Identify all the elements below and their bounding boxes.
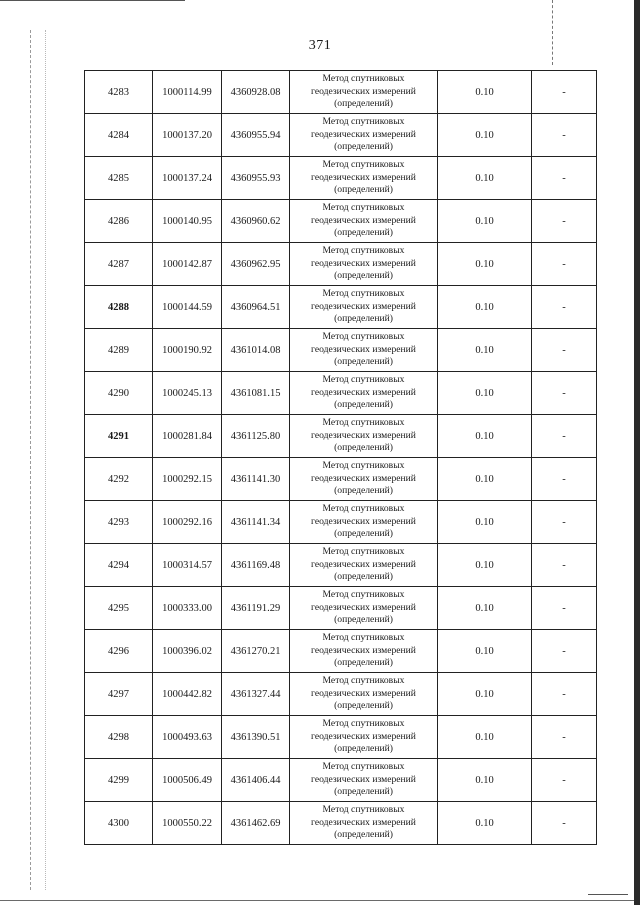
method-text-line: геодезических измерений xyxy=(311,300,416,312)
scan-corner-mark xyxy=(588,894,628,895)
scan-binding-edge xyxy=(45,30,47,890)
point-number-cell: 4284 xyxy=(85,114,153,157)
table-row xyxy=(85,286,597,329)
table-row xyxy=(85,802,597,845)
x-coordinate-cell: 1000144.59 xyxy=(153,286,222,329)
method-cell xyxy=(290,458,438,501)
scan-binding-edge xyxy=(30,30,32,890)
x-coordinate-cell: 1000140.95 xyxy=(153,200,222,243)
method-text-line: геодезических измерений xyxy=(311,601,416,613)
y-coordinate-cell: 4361406.44 xyxy=(222,759,290,802)
method-text-line: Метод спутниковых xyxy=(322,804,405,816)
method-text-line: Метод спутниковых xyxy=(322,245,405,257)
method-text-line: Метод спутниковых xyxy=(322,460,405,472)
y-coordinate-cell: 4361014.08 xyxy=(222,329,290,372)
table-row xyxy=(85,630,597,673)
table-row xyxy=(85,759,597,802)
note-cell: - xyxy=(532,71,597,114)
point-number-cell: 4292 xyxy=(85,458,153,501)
accuracy-cell: 0.10 xyxy=(438,372,532,415)
method-text-line: (определений) xyxy=(334,141,393,153)
scan-bottom-line xyxy=(0,900,634,901)
note-cell: - xyxy=(532,501,597,544)
x-coordinate-cell: 1000245.13 xyxy=(153,372,222,415)
method-cell xyxy=(290,200,438,243)
point-number-cell: 4296 xyxy=(85,630,153,673)
accuracy-cell: 0.10 xyxy=(438,243,532,286)
coordinates-table xyxy=(84,70,597,845)
accuracy-cell: 0.10 xyxy=(438,157,532,200)
method-text-line: геодезических измерений xyxy=(311,343,416,355)
x-coordinate-cell: 1000506.49 xyxy=(153,759,222,802)
accuracy-cell: 0.10 xyxy=(438,114,532,157)
accuracy-cell: 0.10 xyxy=(438,673,532,716)
method-text-line: геодезических измерений xyxy=(311,429,416,441)
x-coordinate-cell: 1000550.22 xyxy=(153,802,222,845)
method-text-line: геодезических измерений xyxy=(311,558,416,570)
method-text-line: геодезических измерений xyxy=(311,515,416,527)
method-cell xyxy=(290,114,438,157)
method-text-line: Метод спутниковых xyxy=(322,374,405,386)
method-text-line: (определений) xyxy=(334,270,393,282)
method-text-line: Метод спутниковых xyxy=(322,761,405,773)
point-number-cell: 4283 xyxy=(85,71,153,114)
accuracy-cell: 0.10 xyxy=(438,458,532,501)
note-cell: - xyxy=(532,415,597,458)
method-text-line: (определений) xyxy=(334,227,393,239)
accuracy-cell: 0.10 xyxy=(438,802,532,845)
x-coordinate-cell: 1000396.02 xyxy=(153,630,222,673)
y-coordinate-cell: 4360955.93 xyxy=(222,157,290,200)
y-coordinate-cell: 4361327.44 xyxy=(222,673,290,716)
x-coordinate-cell: 1000333.00 xyxy=(153,587,222,630)
method-text-line: геодезических измерений xyxy=(311,257,416,269)
method-text-line: (определений) xyxy=(334,184,393,196)
accuracy-cell: 0.10 xyxy=(438,587,532,630)
method-text-line: геодезических измерений xyxy=(311,472,416,484)
method-text-line: Метод спутниковых xyxy=(322,288,405,300)
y-coordinate-cell: 4361462.69 xyxy=(222,802,290,845)
method-text-line: Метод спутниковых xyxy=(322,202,405,214)
scan-edge-mark xyxy=(552,0,554,65)
method-cell xyxy=(290,759,438,802)
point-number-cell: 4291 xyxy=(85,415,153,458)
point-number-cell: 4298 xyxy=(85,716,153,759)
table-row xyxy=(85,372,597,415)
accuracy-cell: 0.10 xyxy=(438,501,532,544)
y-coordinate-cell: 4360955.94 xyxy=(222,114,290,157)
table-row xyxy=(85,200,597,243)
accuracy-cell: 0.10 xyxy=(438,716,532,759)
method-text-line: Метод спутниковых xyxy=(322,417,405,429)
note-cell: - xyxy=(532,802,597,845)
method-text-line: геодезических измерений xyxy=(311,128,416,140)
method-text-line: (определений) xyxy=(334,528,393,540)
y-coordinate-cell: 4361141.30 xyxy=(222,458,290,501)
table-row xyxy=(85,544,597,587)
note-cell: - xyxy=(532,587,597,630)
x-coordinate-cell: 1000292.16 xyxy=(153,501,222,544)
scan-edge-line xyxy=(0,0,185,1)
note-cell: - xyxy=(532,716,597,759)
method-cell xyxy=(290,71,438,114)
method-text-line: (определений) xyxy=(334,98,393,110)
y-coordinate-cell: 4361125.80 xyxy=(222,415,290,458)
point-number-cell: 4286 xyxy=(85,200,153,243)
note-cell: - xyxy=(532,544,597,587)
x-coordinate-cell: 1000442.82 xyxy=(153,673,222,716)
table-row xyxy=(85,415,597,458)
method-text-line: Метод спутниковых xyxy=(322,675,405,687)
table-row xyxy=(85,329,597,372)
note-cell: - xyxy=(532,759,597,802)
accuracy-cell: 0.10 xyxy=(438,200,532,243)
table-row xyxy=(85,587,597,630)
y-coordinate-cell: 4361141.34 xyxy=(222,501,290,544)
x-coordinate-cell: 1000137.20 xyxy=(153,114,222,157)
table-row xyxy=(85,458,597,501)
method-text-line: геодезических измерений xyxy=(311,730,416,742)
method-text-line: геодезических измерений xyxy=(311,644,416,656)
table-row xyxy=(85,243,597,286)
note-cell: - xyxy=(532,673,597,716)
x-coordinate-cell: 1000137.24 xyxy=(153,157,222,200)
method-text-line: Метод спутниковых xyxy=(322,589,405,601)
note-cell: - xyxy=(532,458,597,501)
method-text-line: (определений) xyxy=(334,442,393,454)
method-text-line: геодезических измерений xyxy=(311,816,416,828)
method-cell xyxy=(290,415,438,458)
method-text-line: (определений) xyxy=(334,700,393,712)
y-coordinate-cell: 4361169.48 xyxy=(222,544,290,587)
x-coordinate-cell: 1000281.84 xyxy=(153,415,222,458)
y-coordinate-cell: 4361270.21 xyxy=(222,630,290,673)
method-cell xyxy=(290,157,438,200)
accuracy-cell: 0.10 xyxy=(438,544,532,587)
method-text-line: Метод спутниковых xyxy=(322,331,405,343)
accuracy-cell: 0.10 xyxy=(438,759,532,802)
accuracy-cell: 0.10 xyxy=(438,286,532,329)
method-text-line: Метод спутниковых xyxy=(322,116,405,128)
method-cell xyxy=(290,372,438,415)
point-number-cell: 4290 xyxy=(85,372,153,415)
x-coordinate-cell: 1000142.87 xyxy=(153,243,222,286)
method-cell xyxy=(290,630,438,673)
point-number-cell: 4300 xyxy=(85,802,153,845)
y-coordinate-cell: 4360928.08 xyxy=(222,71,290,114)
table-row xyxy=(85,157,597,200)
x-coordinate-cell: 1000190.92 xyxy=(153,329,222,372)
note-cell: - xyxy=(532,114,597,157)
table-row xyxy=(85,716,597,759)
method-cell xyxy=(290,286,438,329)
method-text-line: Метод спутниковых xyxy=(322,503,405,515)
method-text-line: (определений) xyxy=(334,614,393,626)
table-row xyxy=(85,673,597,716)
accuracy-cell: 0.10 xyxy=(438,329,532,372)
method-cell xyxy=(290,716,438,759)
method-text-line: (определений) xyxy=(334,571,393,583)
y-coordinate-cell: 4360962.95 xyxy=(222,243,290,286)
method-text-line: Метод спутниковых xyxy=(322,159,405,171)
method-text-line: (определений) xyxy=(334,786,393,798)
table-row xyxy=(85,501,597,544)
point-number-cell: 4299 xyxy=(85,759,153,802)
y-coordinate-cell: 4360960.62 xyxy=(222,200,290,243)
method-text-line: геодезических измерений xyxy=(311,773,416,785)
method-text-line: Метод спутниковых xyxy=(322,546,405,558)
point-number-cell: 4285 xyxy=(85,157,153,200)
method-text-line: Метод спутниковых xyxy=(322,718,405,730)
point-number-cell: 4289 xyxy=(85,329,153,372)
table-row xyxy=(85,71,597,114)
y-coordinate-cell: 4361081.15 xyxy=(222,372,290,415)
point-number-cell: 4295 xyxy=(85,587,153,630)
method-cell xyxy=(290,802,438,845)
note-cell: - xyxy=(532,372,597,415)
point-number-cell: 4297 xyxy=(85,673,153,716)
point-number-cell: 4293 xyxy=(85,501,153,544)
point-number-cell: 4288 xyxy=(85,286,153,329)
accuracy-cell: 0.10 xyxy=(438,71,532,114)
x-coordinate-cell: 1000114.99 xyxy=(153,71,222,114)
method-text-line: геодезических измерений xyxy=(311,171,416,183)
note-cell: - xyxy=(532,329,597,372)
method-cell xyxy=(290,587,438,630)
method-cell xyxy=(290,501,438,544)
method-text-line: геодезических измерений xyxy=(311,687,416,699)
x-coordinate-cell: 1000292.15 xyxy=(153,458,222,501)
table-row xyxy=(85,114,597,157)
method-text-line: (определений) xyxy=(334,485,393,497)
method-text-line: геодезических измерений xyxy=(311,85,416,97)
point-number-cell: 4287 xyxy=(85,243,153,286)
accuracy-cell: 0.10 xyxy=(438,630,532,673)
method-text-line: (определений) xyxy=(334,313,393,325)
method-text-line: (определений) xyxy=(334,829,393,841)
method-cell xyxy=(290,329,438,372)
method-text-line: Метод спутниковых xyxy=(322,632,405,644)
method-text-line: (определений) xyxy=(334,356,393,368)
coordinates-table-body xyxy=(85,71,597,845)
point-number-cell: 4294 xyxy=(85,544,153,587)
method-text-line: геодезических измерений xyxy=(311,386,416,398)
x-coordinate-cell: 1000493.63 xyxy=(153,716,222,759)
note-cell: - xyxy=(532,630,597,673)
note-cell: - xyxy=(532,243,597,286)
note-cell: - xyxy=(532,286,597,329)
method-cell xyxy=(290,544,438,587)
y-coordinate-cell: 4360964.51 xyxy=(222,286,290,329)
x-coordinate-cell: 1000314.57 xyxy=(153,544,222,587)
note-cell: - xyxy=(532,157,597,200)
page-number: 371 xyxy=(308,38,332,53)
y-coordinate-cell: 4361191.29 xyxy=(222,587,290,630)
method-text-line: (определений) xyxy=(334,399,393,411)
note-cell: - xyxy=(532,200,597,243)
y-coordinate-cell: 4361390.51 xyxy=(222,716,290,759)
method-text-line: Метод спутниковых xyxy=(322,73,405,85)
method-text-line: геодезических измерений xyxy=(311,214,416,226)
method-text-line: (определений) xyxy=(334,743,393,755)
scan-dark-edge xyxy=(634,0,640,905)
accuracy-cell: 0.10 xyxy=(438,415,532,458)
method-text-line: (определений) xyxy=(334,657,393,669)
method-cell xyxy=(290,673,438,716)
method-cell xyxy=(290,243,438,286)
